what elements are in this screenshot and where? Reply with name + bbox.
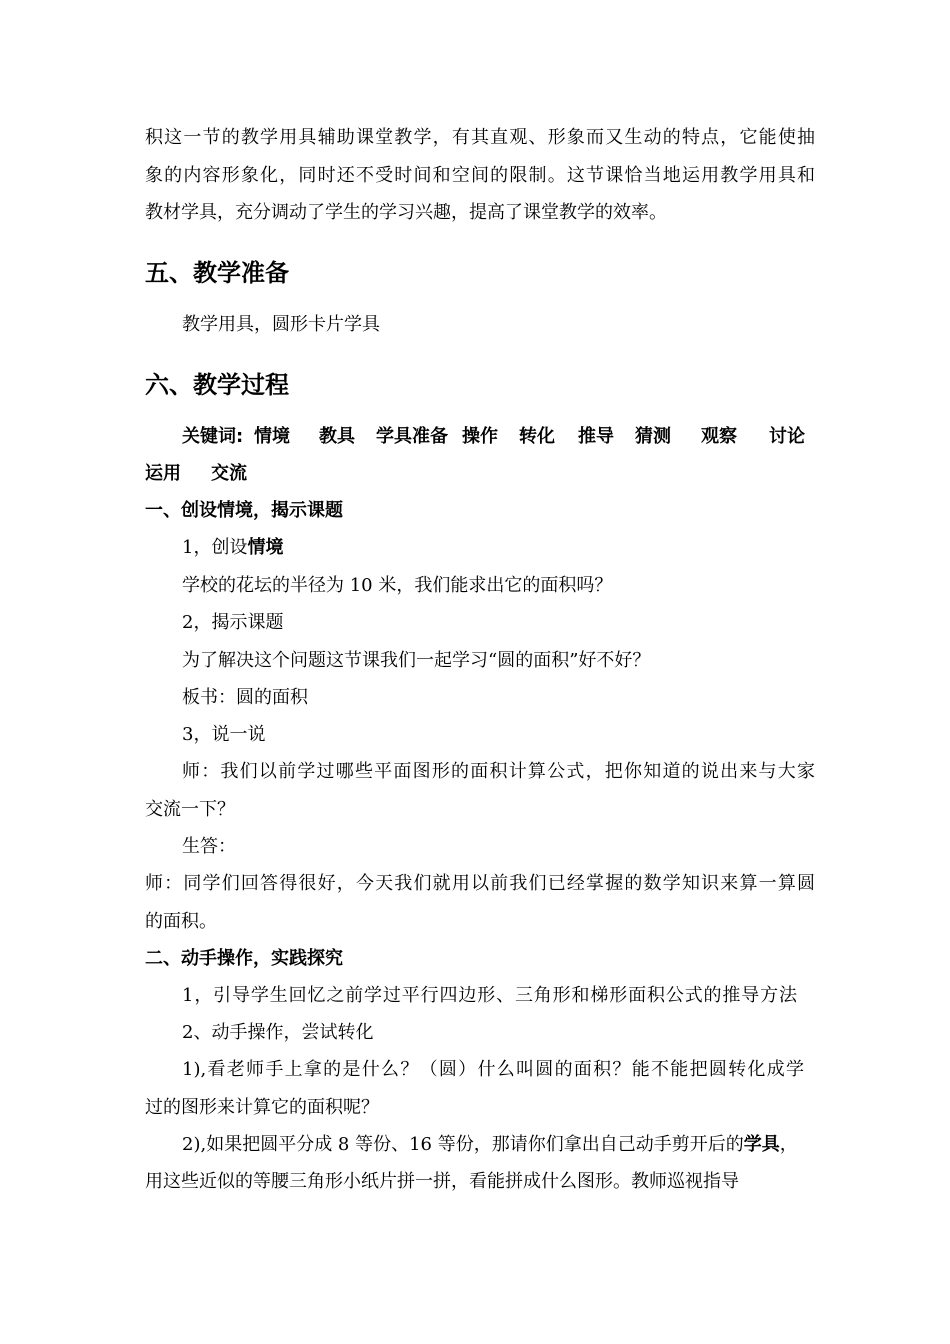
- part1-item1-prefix: 1，创设: [182, 537, 248, 558]
- part2-item2: 2、动手操作，尝试转化: [182, 1022, 374, 1043]
- part1-item1-text: 学校的花坛的半径为 10 米，我们能求出它的面积吗？: [182, 575, 613, 596]
- keyword: 猜测: [635, 426, 671, 447]
- keyword: 教具: [319, 426, 355, 447]
- keyword: 推导: [578, 426, 614, 447]
- intro-line-3: 教材学具，充分调动了学生的学习兴趣，提高了课堂教学的效率。: [145, 202, 667, 223]
- intro-line-2: 象的内容形象化，同时还不受时间和空间的限制。这节课恰当地运用教学用具和: [145, 165, 815, 186]
- keyword: 讨论: [769, 426, 805, 447]
- part1-item2-text: 为了解决这个问题这节课我们一起学习“圆的面积”好不好？: [182, 650, 651, 671]
- keywords-label: 关键词:: [182, 426, 244, 447]
- section5-heading: 五、教学准备: [145, 259, 289, 287]
- part1-board: 板书：圆的面积: [182, 687, 308, 708]
- part1-heading: 一、创设情境，揭示课题: [145, 500, 343, 521]
- teacher-question-line-1: 师：我们以前学过哪些平面图形的面积计算公式，把你知道的说出来与大家: [182, 761, 815, 782]
- student-answer: 生答：: [182, 836, 236, 857]
- part2-item1: 1，引导学生回忆之前学过平行四边形、三角形和梯形面积公式的推导方法: [182, 985, 797, 1006]
- teacher-answer-line-1: 师：同学们回答得很好，今天我们就用以前我们已经掌握的数学知识来算一算圆: [145, 873, 815, 894]
- part2-sub2-suffix: ，: [779, 1134, 798, 1155]
- teacher-answer-line-2: 的面积。: [145, 911, 217, 932]
- part1-item1: [182, 536, 852, 560]
- part1-item2: 2，揭示课题: [182, 612, 284, 633]
- section5-content: 教学用具，圆形卡片学具: [182, 314, 380, 335]
- keyword: 操作: [462, 426, 498, 447]
- part2-heading: 二、动手操作，实践探究: [145, 948, 343, 969]
- part2-sub2-bold: 学具: [743, 1134, 780, 1155]
- keyword: 运用: [145, 463, 181, 484]
- part2-sub2-line-2: 用这些近似的等腰三角形小纸片拼一拼，看能拼成什么图形。教师巡视指导: [145, 1171, 739, 1192]
- intro-line-1: 积这一节的教学用具辅助课堂教学，有其直观、形象而又生动的特点，它能使抽: [145, 127, 815, 148]
- keyword: 观察: [701, 426, 737, 447]
- keyword: 交流: [211, 463, 247, 484]
- part2-sub2-line-1: [182, 1133, 807, 1157]
- keyword: 学具准备: [376, 426, 448, 447]
- keyword: 转化: [519, 426, 555, 447]
- part1-item1-bold: 情境: [247, 537, 284, 558]
- part2-sub1-line-2: 过的图形来计算它的面积呢？: [145, 1097, 379, 1118]
- part2-sub2-prefix: 2),如果把圆平分成 8 等份、16 等份，那请你们拿出自己动手剪开后的: [182, 1134, 744, 1155]
- part2-sub1-line-1: 1),看老师手上拿的是什么？（圆）什么叫圆的面积？能不能把圆转化成学: [182, 1059, 804, 1080]
- part1-item3: 3，说一说: [182, 724, 266, 745]
- teacher-question-line-2: 交流一下？: [145, 799, 235, 820]
- section6-heading: 六、教学过程: [145, 371, 289, 399]
- keyword: 情境: [254, 426, 290, 447]
